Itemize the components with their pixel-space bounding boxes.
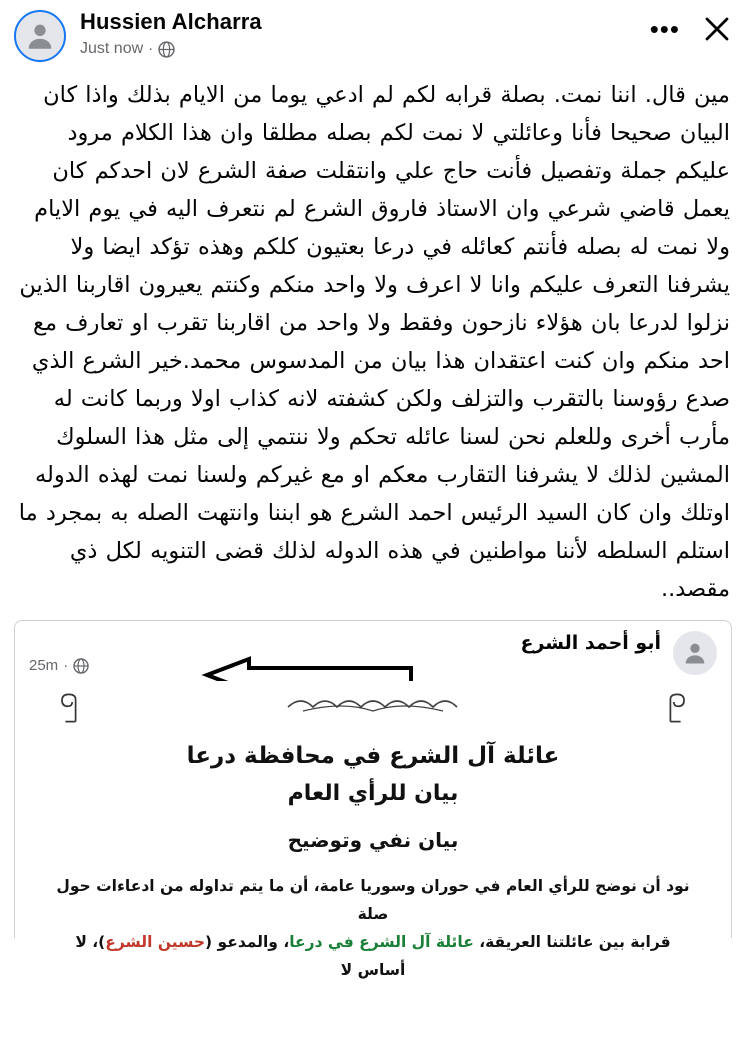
statement-person-highlight: حسين الشرع — [105, 933, 206, 951]
shared-post-card[interactable] — [14, 620, 732, 979]
statement-paragraph — [45, 872, 701, 984]
statement-line2-part-a: قرابة بين عائلتنا العريقة، — [473, 933, 671, 951]
statement-line2-part-c: )، لا أساس لا — [75, 933, 406, 979]
statement-title: عائلة آل الشرع في محافظة درعا — [186, 743, 560, 769]
corner-ornament-right-icon — [45, 691, 79, 725]
shared-post-meta — [29, 657, 661, 674]
statement-subtitle-2: بيان نفي وتوضيح — [287, 828, 459, 852]
statement-subtitle: بيان للرأي العام — [287, 781, 459, 806]
post-timestamp[interactable]: Just now — [80, 40, 144, 57]
post-header-text — [66, 8, 650, 59]
ellipsis-icon[interactable]: ••• — [649, 14, 680, 44]
post-body-text: مين قال. اننا نمت. بصلة قرابه لكم لم ادعي يوما من الايام بذلك واذا كان البيان صحيحا فأنا وعائلتي لا نمت لكم بصله مطلقا وان هذا الكلام مرود عليكم جملة وتفصيل فأنت حاج علي وانتقلت صفة الشرع لان احدكم كان يعمل قاضي شرعي وان الاستاذ فاروق الشرع لم نتعرف اليه في يوم الايام ولا نمت له بصله فأنتم كعائله في درعا بعتيون كلكم وهذه تؤكد ايضا ولا يشرفنا التعرف عليكم وانا لا اعرف ولا واحد منكم وكنتم يعيرون اقاربنا الذين نزلوا لدرعا بان هؤلاء نازحون وفقط ولا واحد من اقاربنا تقرب او تعارف مع احد منكم وان كنت اعتقدان هذا بيان من المدسوس محمد.خير الشرع الذي صدع رؤوسنا بالتقرب والتزلف ولكن كشفته لانه كذاب اولا وربما كانت له مأرب أخرى وللعلم نحن لسنا عائله تحكم ولا ننتمي إلى مثل هذا السلوك المشين لذلك لا يشرفنا التقارب معكم او مع غيركم ولسنا نمت لهذه الدوله اوتلك وان كان السيد الرئيس احمد الشرع هو ابننا وانتهت الصله به بمجرد ما استلم السلطه لأننا مواطنين في هذه الدوله لذلك قضى التنويه لكل ذي مقصد.. — [18, 82, 730, 602]
meta-separator: · — [148, 40, 154, 57]
post-author-name[interactable]: Hussien Alcharra — [80, 9, 262, 34]
close-icon[interactable] — [702, 14, 732, 44]
statement-family-highlight: عائلة آل الشرع في درعا — [289, 933, 474, 951]
statement-image — [15, 681, 731, 984]
shared-meta-separator: · — [63, 657, 69, 674]
shared-post-header-text — [29, 631, 673, 674]
post-header-actions — [650, 8, 732, 44]
statement-line2-part-b: ، والمدعو ( — [205, 933, 290, 951]
statement-paragraph-line-2 — [51, 928, 695, 984]
shared-post-timestamp[interactable]: 25m — [29, 657, 59, 674]
avatar[interactable] — [14, 10, 66, 62]
post-header — [0, 0, 746, 72]
shared-post-header — [15, 621, 731, 681]
ornament-row — [45, 691, 701, 725]
globe-icon[interactable] — [158, 41, 175, 58]
center-ornament-icon — [283, 693, 463, 715]
post-meta — [80, 39, 650, 59]
globe-icon[interactable] — [73, 658, 89, 674]
statement-paragraph-line-1: نود أن نوضح للرأي العام في حوران وسوريا عامة، أن ما يتم تداوله من ادعاءات حول صلة — [56, 877, 690, 923]
shared-post-author[interactable]: أبو أحمد الشرع — [520, 632, 661, 654]
shared-avatar[interactable] — [673, 631, 717, 675]
corner-ornament-left-icon — [667, 691, 701, 725]
